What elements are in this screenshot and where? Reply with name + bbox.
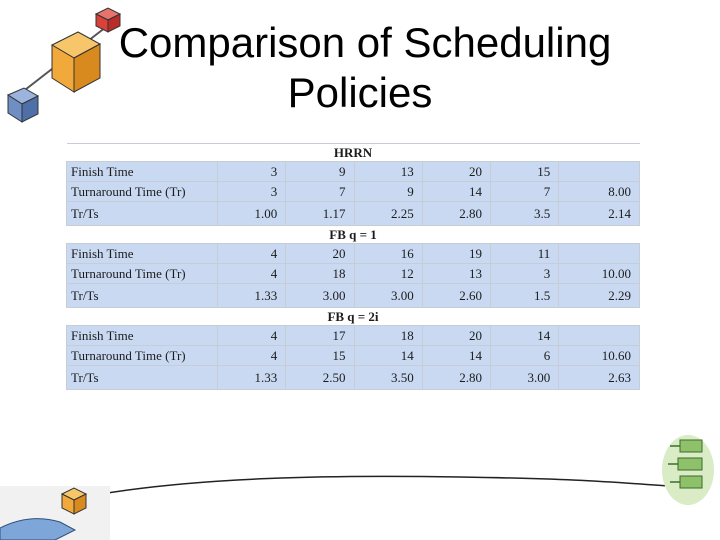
value-cell: 1.5 [491,284,559,308]
table-row [67,284,640,308]
mean-cell: 2.14 [559,202,640,226]
row-label: Tr/Ts [67,202,218,226]
value-cell: 14 [422,182,490,202]
value-cell: 17 [286,326,354,346]
value-cell: 12 [354,264,422,284]
value-cell: 20 [422,326,490,346]
row-label: Tr/Ts [67,366,218,390]
value-cell: 19 [422,244,490,264]
row-label: Tr/Ts [67,284,218,308]
title-line-2: Policies [287,69,433,116]
value-cell: 20 [422,162,490,182]
value-cell: 4 [218,326,286,346]
row-label: Finish Time [67,162,218,182]
value-cell: 14 [491,326,559,346]
value-cell: 2.25 [354,202,422,226]
mean-cell [559,162,640,182]
slide-title [0,18,720,118]
value-cell: 2.80 [422,366,490,390]
value-cell: 2.50 [286,366,354,390]
value-cell: 1.00 [218,202,286,226]
value-cell: 3.00 [286,284,354,308]
section-header-row [67,144,640,162]
value-cell: 3 [218,182,286,202]
mean-cell: 10.00 [559,264,640,284]
value-cell: 4 [218,346,286,366]
table-row [67,366,640,390]
table-row [67,244,640,264]
value-cell: 3.00 [491,366,559,390]
value-cell: 1.17 [286,202,354,226]
value-cell: 2.60 [422,284,490,308]
value-cell: 3.00 [354,284,422,308]
section-header: FB q = 2i [67,308,640,326]
value-cell: 3 [218,162,286,182]
value-cell: 18 [354,326,422,346]
value-cell: 9 [354,182,422,202]
value-cell: 9 [286,162,354,182]
stacked-blocks-icon [660,430,718,505]
row-label: Turnaround Time (Tr) [67,264,218,284]
mean-cell [559,244,640,264]
value-cell: 1.33 [218,284,286,308]
table-row [67,162,640,182]
value-cell: 4 [218,264,286,284]
value-cell: 15 [491,162,559,182]
scheduling-comparison-table [66,143,640,390]
value-cell: 7 [286,182,354,202]
value-cell: 13 [354,162,422,182]
value-cell: 7 [491,182,559,202]
value-cell: 3.50 [354,366,422,390]
title-line-1: Comparison of Scheduling [118,19,612,66]
section-header-row [67,308,640,326]
mean-cell: 10.60 [559,346,640,366]
section-header: HRRN [67,144,640,162]
value-cell: 1.33 [218,366,286,390]
section-header: FB q = 1 [67,226,640,244]
value-cell: 14 [422,346,490,366]
value-cell: 6 [491,346,559,366]
mean-cell: 8.00 [559,182,640,202]
value-cell: 15 [286,346,354,366]
row-label: Turnaround Time (Tr) [67,346,218,366]
value-cell: 13 [422,264,490,284]
small-orange-cube [62,488,86,514]
value-cell: 18 [286,264,354,284]
value-cell: 2.80 [422,202,490,226]
mean-cell [559,326,640,346]
value-cell: 20 [286,244,354,264]
value-cell: 3.5 [491,202,559,226]
table-row [67,326,640,346]
table-row [67,182,640,202]
table-row [67,346,640,366]
row-label: Finish Time [67,244,218,264]
table-row [67,264,640,284]
section-header-row [67,226,640,244]
value-cell: 4 [218,244,286,264]
row-label: Finish Time [67,326,218,346]
mean-cell: 2.29 [559,284,640,308]
value-cell: 16 [354,244,422,264]
value-cell: 3 [491,264,559,284]
value-cell: 11 [491,244,559,264]
table-row [67,202,640,226]
value-cell: 14 [354,346,422,366]
hand-holding-cube-icon [0,478,110,540]
row-label: Turnaround Time (Tr) [67,182,218,202]
mean-cell: 2.63 [559,366,640,390]
